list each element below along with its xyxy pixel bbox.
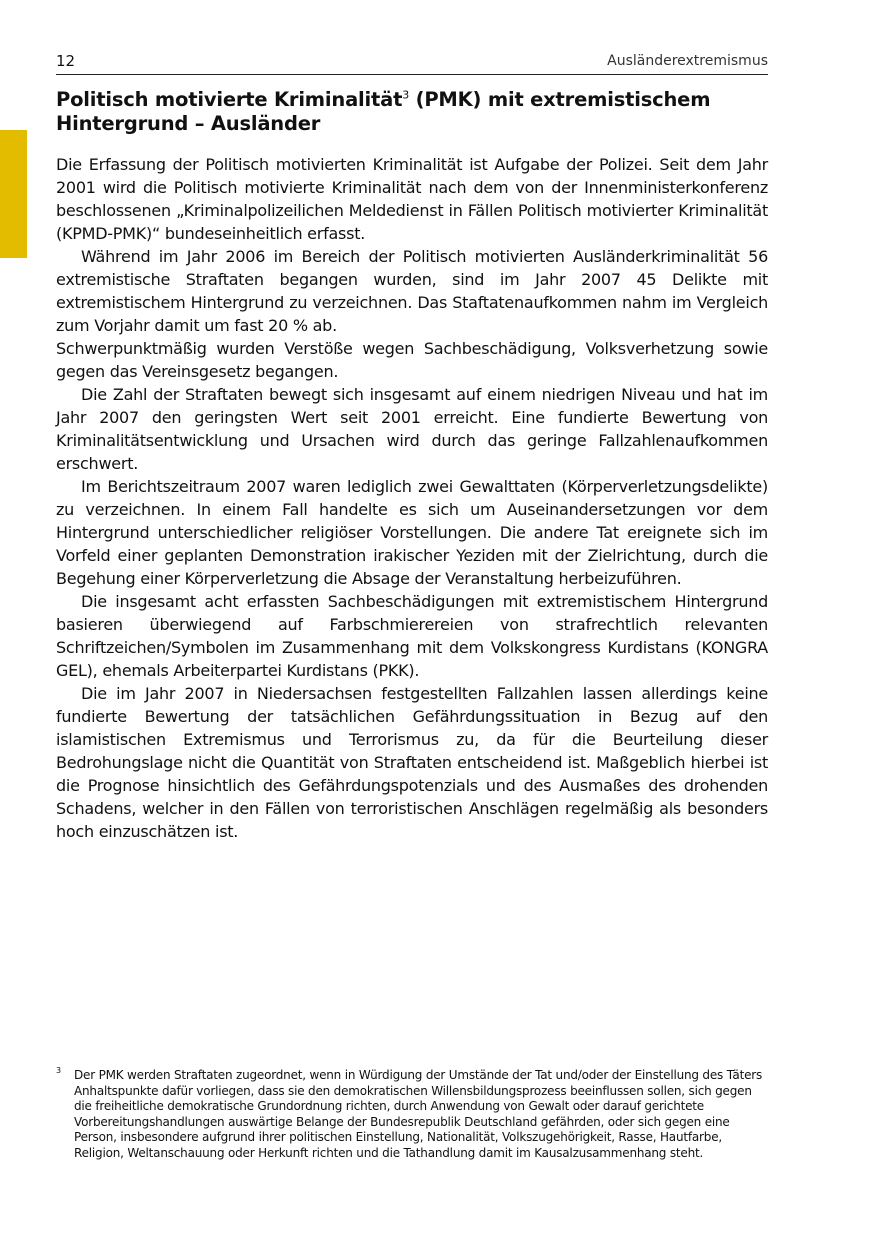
page-header xyxy=(56,50,768,75)
chapter-accent-bar xyxy=(0,130,27,258)
paragraph-5: Im Berichtszeitraum 2007 waren lediglich zwei Gewalttaten (Körperverletzungsdelikte) zu verzeichnen. In einem Fall handelte es sich um Auseinandersetzungen vor dem Hintergrund unterschiedlicher religiöser Vorstellungen. Die andere Tat ereignete sich im Vorfeld einer geplanten Demonstration irakischer Yeziden mit der Zielrichtung, durch die Begehung einer Körperverletzung die Absage der Veranstaltung herbeizuführen. xyxy=(56,477,768,588)
footnote-text: Der PMK werden Straftaten zugeordnet, wenn in Würdigung der Umstände der Tat und/oder der Einstellung des Täters Anhaltspunkte dafür vorliegen, dass sie den demokratischen Willensbildungsprozess beeinflussen sollen, sich gegen die freiheitliche demokratische Grundordnung richten, durch Anwendung von Gewalt oder darauf gerichtete Vorbereitungshandlungen auswärtige Belange der Bundesrepublik Deutschland gefährden, oder sich gegen eine Person, insbesondere aufgrund ihrer politischen Einstellung, Nationalität, Volkszugehörigkeit, Rasse, Hautfarbe, Religion, Weltanschauung oder Herkunft richten und die Tathandlung damit im Kausalzusammenhang steht. xyxy=(74,1068,763,1160)
heading-text-part1: Politisch motivierte Kriminalität xyxy=(56,88,403,111)
footnote-marker: 3 xyxy=(56,1066,62,1075)
body-text xyxy=(56,153,768,843)
running-title: Ausländerextremismus xyxy=(607,53,768,69)
paragraph-2: Während im Jahr 2006 im Bereich der Politisch motivierten Ausländerkriminalität 56 extremistische Straftaten begangen wurden, sind im Jahr 2007 45 Delikte mit extremistischem Hintergrund zu verzeichnen. Das Staftatenaufkommen nahm im Vergleich zum Vorjahr damit um fast 20 % ab. xyxy=(56,247,768,335)
paragraph-1: Die Erfassung der Politisch motivierten Kriminalität ist Aufgabe der Polizei. Seit dem Jahr 2001 wird die Politisch motivierte Kriminalität nach dem von der Innenministerkonferenz beschlossenen „Kriminalpolizeilichen Meldedienst in Fällen Politisch motivierter Kriminalität (KPMD-PMK)“ bundeseinheitlich erfasst. xyxy=(56,155,768,243)
heading-text-part2: (PMK) mit extremistischem Hintergrund – Ausländer xyxy=(56,88,711,135)
page-number: 12 xyxy=(56,52,76,70)
paragraph-4: Die Zahl der Straftaten bewegt sich insgesamt auf einem niedrigen Niveau und hat im Jahr 2007 den geringsten Wert seit 2001 erreicht. Eine fundierte Bewertung von Kriminalitätsentwicklung und Ursachen wird durch das geringe Fallzahlenaufkommen erschwert. xyxy=(56,385,768,473)
paragraph-3: Schwerpunktmäßig wurden Verstöße wegen Sachbeschädigung, Volksverhetzung sowie gegen das Vereinsgesetz begangen. xyxy=(56,339,768,381)
footnote-reference: 3 xyxy=(402,88,410,102)
section-heading xyxy=(56,88,776,136)
paragraph-6: Die insgesamt acht erfassten Sachbeschädigungen mit extremistischem Hintergrund basieren überwiegend auf Farbschmierereien von strafrechtlich relevanten Schriftzeichen/Symbolen im Zusammenhang mit dem Volkskongress Kurdistans (KONGRA GEL), ehemals Arbeiterpartei Kurdistans (PKK). xyxy=(56,592,768,680)
footnote xyxy=(56,1068,768,1161)
paragraph-7: Die im Jahr 2007 in Niedersachsen festgestellten Fallzahlen lassen allerdings keine fundierte Bewertung der tatsächlichen Gefährdungssituation in Bezug auf den islamistischen Extremismus und Terrorismus zu, da für die Beurteilung dieser Bedrohungslage nicht die Quantität von Straftaten entscheidend ist. Maßgeblich hierbei ist die Prognose hinsichtlich des Gefährdungspotenzials und des Ausmaßes des drohenden Schadens, welcher in den Fällen von terroristischen Anschlägen regelmäßig als besonders hoch einzuschätzen ist. xyxy=(56,684,768,841)
